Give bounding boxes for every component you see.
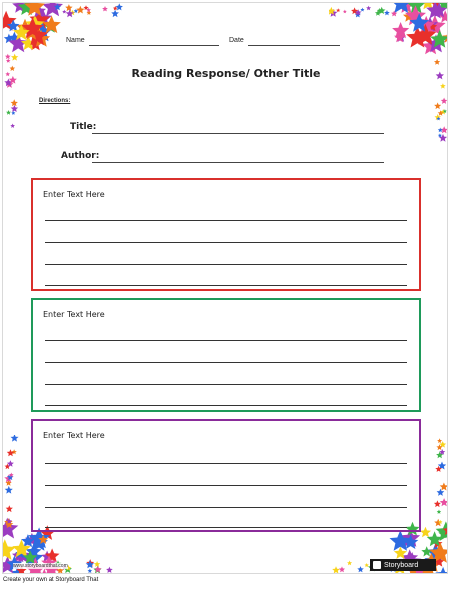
writing-line[interactable] [45,220,407,221]
star-icon [336,8,340,12]
star-icon [360,8,364,12]
footer-credit[interactable]: Create your own at Storyboard That [3,577,99,583]
star-icon [10,124,15,128]
star-icon [11,435,19,442]
star-icon [7,449,14,456]
writing-line[interactable] [45,264,407,265]
response-box-label: Enter Text Here [43,190,105,199]
star-icon [11,99,18,106]
star-icon [11,54,18,61]
storyboard-logo[interactable] [370,559,436,571]
star-icon [106,567,113,573]
star-icon [5,54,11,59]
title-field[interactable] [92,133,384,134]
writing-line[interactable] [45,463,407,464]
star-icon [441,98,448,104]
response-box-label: Enter Text Here [43,431,105,440]
star-icon [347,561,352,566]
star-icon [357,566,364,572]
star-icon [11,105,18,112]
logo-mark-icon [373,561,381,569]
star-icon [116,3,123,10]
star-icon [76,6,84,14]
star-icon [440,498,448,506]
title-field-label: Title: [70,122,97,132]
star-icon [434,500,441,507]
directions-label: Directions: [39,98,71,104]
writing-line[interactable] [45,507,407,508]
star-icon [62,10,66,14]
star-icon [6,505,13,512]
star-icon [65,4,72,11]
writing-line[interactable] [45,384,407,385]
star-icon [437,438,442,443]
star-icon [102,6,108,11]
author-field[interactable] [92,162,384,163]
star-icon [6,110,11,115]
page-title: Reading Response/ Other Title [131,67,321,80]
author-field-label: Author: [61,151,100,161]
star-icon [438,128,443,133]
star-icon [343,10,347,14]
worksheet [2,2,448,574]
star-icon [437,510,442,514]
logo-text: Storyboard [384,561,419,569]
star-icon [87,10,92,15]
writing-line[interactable] [45,362,407,363]
date-label: Date [229,37,244,44]
response-box-label: Enter Text Here [43,310,105,319]
watermark-url: www.storyboardthat.com [13,563,68,569]
star-icon [366,6,371,11]
star-icon [3,539,16,560]
response-box-green[interactable] [31,298,421,412]
writing-line[interactable] [45,405,407,406]
star-icon [111,10,119,17]
star-icon [440,83,446,88]
writing-line[interactable] [45,527,407,528]
star-icon [11,111,15,115]
star-icon [440,483,448,491]
star-icon [339,566,345,572]
name-label: Name [66,37,85,44]
star-icon [332,566,340,573]
star-icon [384,10,390,15]
star-icon [434,102,441,109]
star-icon [12,449,17,454]
writing-line[interactable] [45,285,407,286]
response-box-red[interactable] [31,178,421,291]
star-icon [94,561,100,567]
writing-line[interactable] [45,485,407,486]
name-field[interactable] [89,45,219,46]
star-icon [420,527,431,538]
star-icon [88,569,93,574]
star-icon [6,59,11,63]
response-box-purple[interactable] [31,419,421,532]
star-icon [435,567,448,574]
star-icon [5,486,13,494]
star-icon [86,560,94,568]
writing-line[interactable] [45,242,407,243]
date-field[interactable] [248,45,340,46]
star-icon [434,59,440,65]
star-icon [42,3,63,16]
writing-line[interactable] [45,340,407,341]
star-icon [437,489,445,496]
